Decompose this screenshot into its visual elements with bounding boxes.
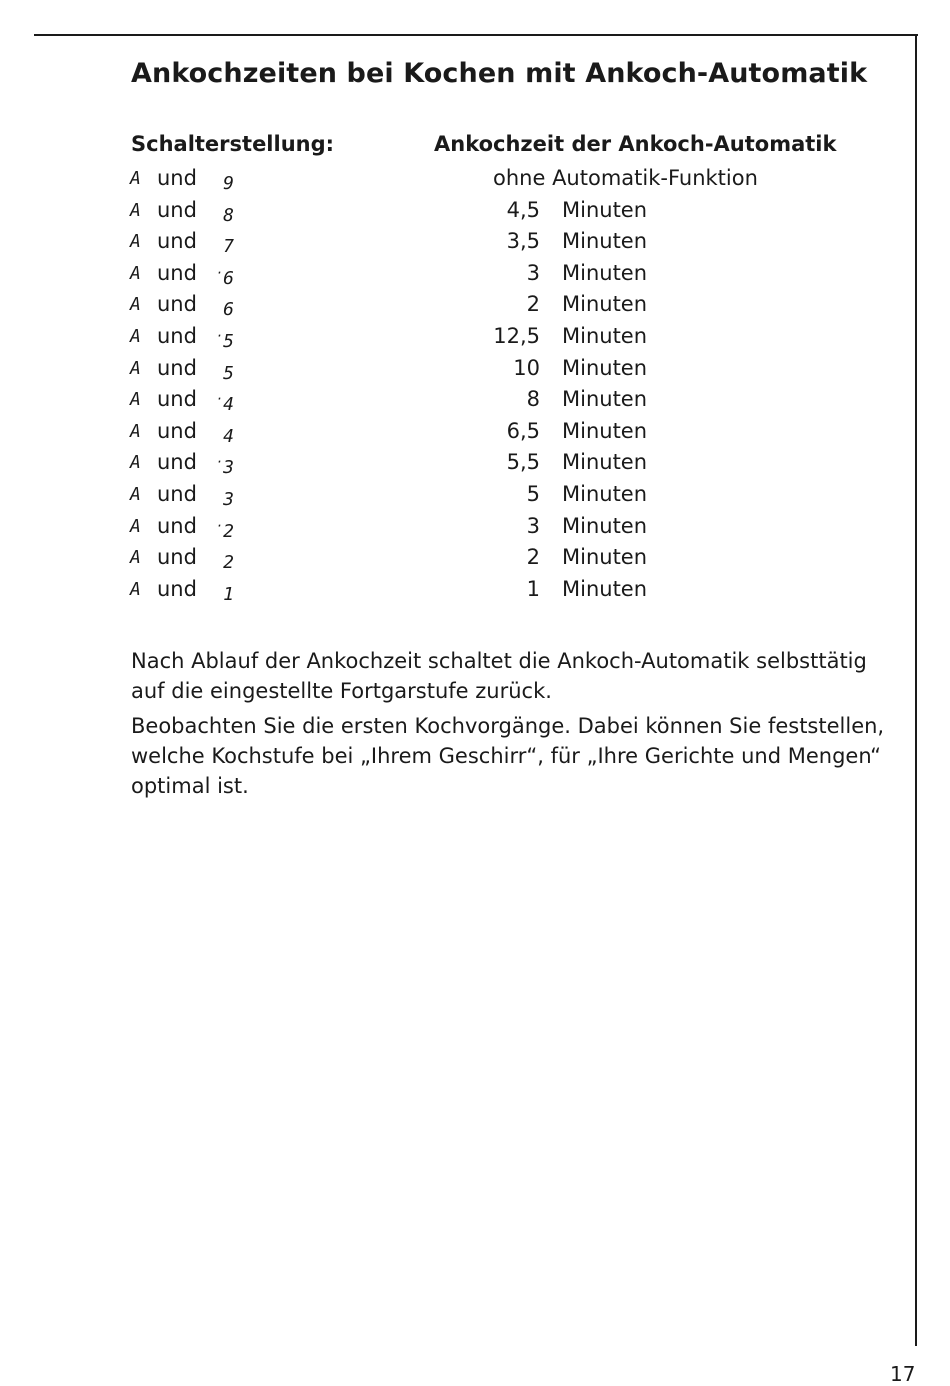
automatic-symbol: A bbox=[130, 452, 141, 474]
half-step-dot: · bbox=[215, 518, 224, 533]
power-level-digit: 4 bbox=[223, 394, 234, 416]
boil-time-value: 4,5 bbox=[506, 197, 540, 222]
boil-time-value: 10 bbox=[513, 355, 540, 380]
boil-time-unit: Minuten bbox=[562, 576, 648, 601]
paragraph-observe-cooking: Beobachten Sie die ersten Kochvorgänge. Dabei können Sie feststellen, welche Kochstufe bei „Ihrem Geschirr“, für „Ihre Gerichte und Mengen“ optimal ist. bbox=[131, 714, 885, 798]
table-row bbox=[0, 511, 900, 543]
boil-time-value: 1 bbox=[526, 576, 540, 601]
table-row bbox=[0, 353, 900, 385]
and-label: und bbox=[157, 513, 197, 538]
automatic-symbol: A bbox=[130, 199, 141, 221]
power-level-digit: 8 bbox=[223, 204, 234, 226]
boil-time-unit: Minuten bbox=[562, 545, 648, 570]
and-label: und bbox=[157, 418, 197, 443]
and-label: und bbox=[157, 576, 197, 601]
automatic-symbol: A bbox=[130, 294, 141, 316]
half-step-dot: · bbox=[215, 455, 224, 470]
right-border-line bbox=[915, 34, 917, 1346]
boil-time-unit: Minuten bbox=[562, 323, 648, 348]
boil-time-unit: Minuten bbox=[562, 355, 648, 380]
half-step-dot: · bbox=[215, 328, 224, 343]
and-label: und bbox=[157, 387, 197, 412]
automatic-symbol: A bbox=[130, 231, 141, 253]
boil-time-value: 12,5 bbox=[493, 323, 540, 348]
table-row bbox=[0, 416, 900, 448]
power-level-digit: 2 bbox=[223, 552, 234, 574]
boil-time-unit: Minuten bbox=[562, 418, 648, 443]
power-level-digit: 4 bbox=[223, 425, 234, 447]
boil-time-unit: Minuten bbox=[562, 197, 648, 222]
boil-time-unit: Minuten bbox=[562, 481, 648, 506]
automatic-symbol: A bbox=[130, 357, 141, 379]
power-level-digit: 3 bbox=[223, 457, 234, 479]
no-automatic-note: ohne Automatik-Funktion bbox=[493, 166, 758, 190]
automatic-symbol: A bbox=[130, 547, 141, 569]
table-row bbox=[0, 289, 900, 321]
page-number: 17 bbox=[890, 1362, 916, 1386]
power-level-digit: 5 bbox=[223, 362, 234, 384]
table-row bbox=[0, 163, 900, 195]
boil-time-unit: Minuten bbox=[562, 387, 648, 412]
boil-time-value: 2 bbox=[526, 545, 540, 570]
column-header-boil-time: Ankochzeit der Ankoch-Automatik bbox=[434, 132, 837, 156]
power-level-digit: 2 bbox=[223, 520, 234, 542]
power-level-digit: 5 bbox=[223, 330, 234, 352]
and-label: und bbox=[157, 481, 197, 506]
page-title: Ankochzeiten bei Kochen mit Ankoch-Automatik bbox=[131, 58, 868, 89]
boil-time-unit: Minuten bbox=[562, 229, 648, 254]
and-label: und bbox=[157, 292, 197, 317]
power-level-digit: 6 bbox=[223, 299, 234, 321]
automatic-symbol: A bbox=[130, 262, 141, 284]
settings-table bbox=[0, 163, 900, 605]
and-label: und bbox=[157, 323, 197, 348]
half-step-dot: · bbox=[215, 392, 224, 407]
table-row bbox=[0, 574, 900, 606]
table-row bbox=[0, 542, 900, 574]
boil-time-value: 3 bbox=[526, 513, 540, 538]
power-level-display bbox=[212, 574, 234, 611]
automatic-symbol: A bbox=[130, 325, 141, 347]
boil-time-value: 5 bbox=[526, 481, 540, 506]
table-row bbox=[0, 384, 900, 416]
automatic-symbol: A bbox=[130, 420, 141, 442]
boil-time-unit: Minuten bbox=[562, 260, 648, 285]
power-level-digit: 3 bbox=[223, 488, 234, 510]
top-border-line bbox=[34, 34, 918, 36]
boil-time-unit: Minuten bbox=[562, 513, 648, 538]
and-label: und bbox=[157, 229, 197, 254]
and-label: und bbox=[157, 260, 197, 285]
boil-time-value: 2 bbox=[526, 292, 540, 317]
table-row bbox=[0, 321, 900, 353]
and-label: und bbox=[157, 450, 197, 475]
and-label: und bbox=[157, 166, 197, 190]
table-row bbox=[0, 447, 900, 479]
boil-time-value: 3 bbox=[526, 260, 540, 285]
automatic-symbol: A bbox=[130, 578, 141, 600]
automatic-symbol: A bbox=[130, 168, 141, 189]
boil-time-unit: Minuten bbox=[562, 292, 648, 317]
table-row bbox=[0, 258, 900, 290]
table-row bbox=[0, 195, 900, 227]
and-label: und bbox=[157, 355, 197, 380]
automatic-symbol: A bbox=[130, 483, 141, 505]
power-level-digit: 7 bbox=[223, 236, 234, 258]
boil-time-value: 8 bbox=[526, 387, 540, 412]
column-header-switch-position: Schalterstellung: bbox=[131, 132, 335, 156]
and-label: und bbox=[157, 545, 197, 570]
power-level-digit: 6 bbox=[223, 267, 234, 289]
boil-time-value: 5,5 bbox=[506, 450, 540, 475]
automatic-symbol: A bbox=[130, 515, 141, 537]
power-level-digit: 9 bbox=[223, 173, 234, 194]
boil-time-value: 3,5 bbox=[506, 229, 540, 254]
table-row bbox=[0, 226, 900, 258]
half-step-dot: · bbox=[215, 265, 224, 280]
and-label: und bbox=[157, 197, 197, 222]
power-level-digit: 1 bbox=[223, 583, 234, 605]
boil-time-unit: Minuten bbox=[562, 450, 648, 475]
table-row bbox=[0, 479, 900, 511]
boil-time-value: 6,5 bbox=[506, 418, 540, 443]
paragraph-boil-time-info: Nach Ablauf der Ankochzeit schaltet die Ankoch-Automatik selbsttätig auf die eingestellte Fortgarstufe zurück. bbox=[131, 649, 867, 703]
automatic-symbol: A bbox=[130, 389, 141, 411]
